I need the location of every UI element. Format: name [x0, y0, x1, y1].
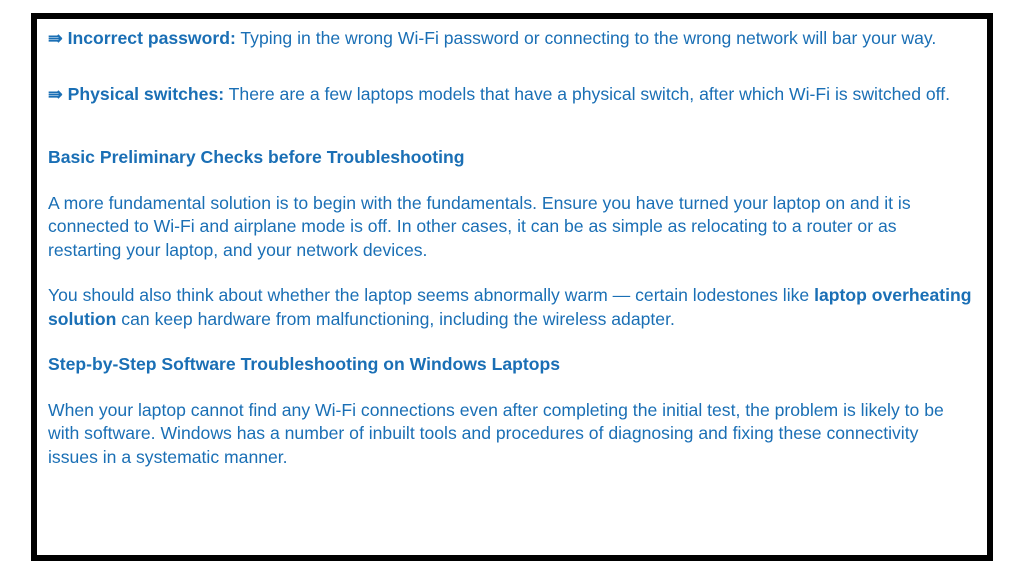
paragraph-text: can keep hardware from malfunctioning, including the wireless adapter.	[116, 308, 675, 329]
section-heading-preliminary-checks: Basic Preliminary Checks before Troubleshooting	[48, 147, 465, 167]
paragraph-software: When your laptop cannot find any Wi-Fi connections even after completing the initial test, the problem is likely to be with software. Windows has a number of inbuilt tools and procedures of diagnosing and fixing these connectivity issues in a systematic manner.	[48, 399, 944, 467]
cause-item-physical-switches	[48, 83, 973, 107]
cause-term: Incorrect password:	[67, 28, 236, 48]
overheating-solution-link[interactable]: laptop overheating solution	[48, 285, 972, 329]
cause-term: Physical switches:	[67, 83, 225, 104]
cause-description: Typing in the wrong Wi-Fi password or connecting to the wrong network will bar your way.	[235, 28, 937, 48]
cause-description: There are a few laptops models that have a physical switch, after which Wi-Fi is switched off.	[224, 83, 951, 104]
document-body	[48, 27, 973, 469]
document-frame	[31, 13, 993, 561]
cause-item-incorrect-password	[48, 27, 973, 51]
arrow-bullet-icon: ⇛	[48, 28, 63, 48]
section-heading-software-troubleshooting: Step-by-Step Software Troubleshooting on Windows Laptops	[48, 354, 561, 374]
paragraph-overheating	[48, 284, 973, 331]
paragraph-fundamentals: A more fundamental solution is to begin with the fundamentals. Ensure you have turned your laptop on and it is connected to Wi-Fi and airplane mode is off. In other cases, it can be as simple as relocating to a router or as restarting your laptop, and your network devices.	[48, 192, 911, 260]
paragraph-text: You should also think about whether the laptop seems abnormally warm — certain lodestones like	[48, 285, 815, 305]
arrow-bullet-icon: ⇛	[48, 83, 63, 104]
